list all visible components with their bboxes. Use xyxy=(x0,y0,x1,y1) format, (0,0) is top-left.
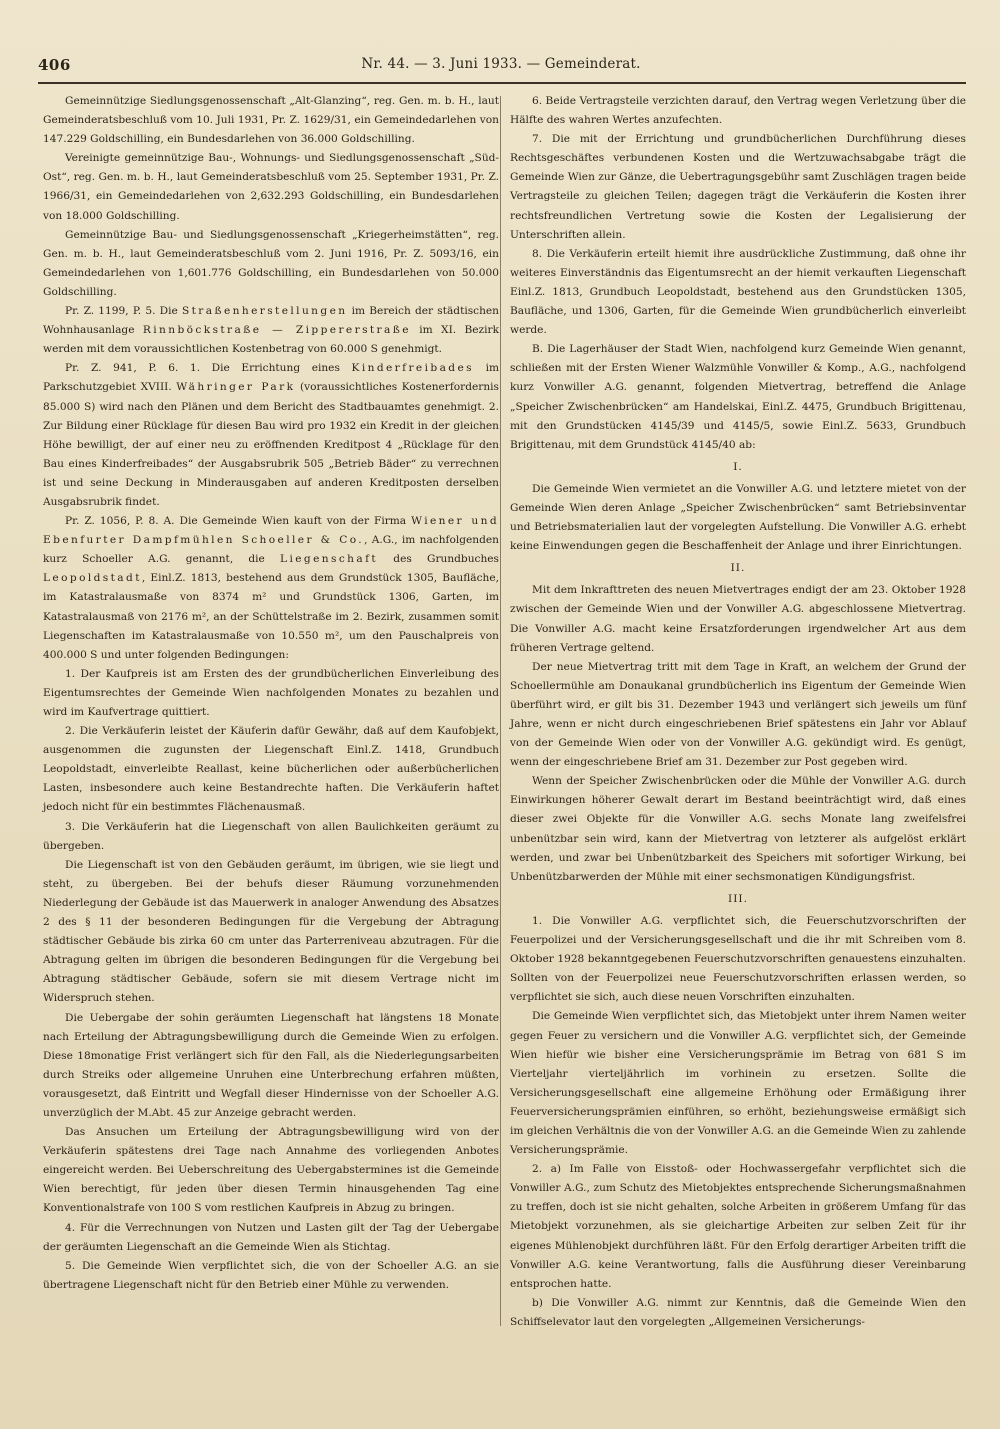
paragraph xyxy=(43,302,499,359)
paragraph: 6. Beide Vertragsteile verzichten darauf, den Vertrag wegen Verletzung über die Hälfte des wahren Wertes anzufechten. xyxy=(510,95,966,127)
paragraph: 5. Die Gemeinde Wien verpflichtet sich, die von der Schoeller A.G. an sie übertragene Liegenschaft nicht für den Betrieb einer Mühle zu verwenden. xyxy=(43,1259,499,1291)
paragraph: Die Gemeinde Wien vermietet an die Vonwiller A.G. und letztere mietet von der Gemeinde Wien deren Anlage „Speicher Zwischenbrücken“ samt Betriebsinventar und Betriebsmaterialien laut der vorgelegten Aufstellung. Die Vonwiller A.G. erhebt keine Einwendungen gegen die Beschaffenheit der Anlage und ihrer Einrichtungen. xyxy=(510,482,966,553)
paragraph: Mit dem Inkrafttreten des neuen Mietvertrages endigt der am 23. Oktober 1928 zwischen der Gemeinde Wien und der Vonwiller A.G. abgeschlossene Mietvertrag. Die Vonwiller A.G. macht keine Ersatzforderungen irgendwelcher Art aus dem früheren Vertrage geltend. xyxy=(510,584,966,654)
section-heading: III. xyxy=(728,892,748,905)
paragraph: 1. Die Vonwiller A.G. verpflichtet sich, die Feuerschutzvorschriften der Feuerpolizei und der Versicherungsgesellschaft und die ihr mit Schreiben vom 8. Oktober 1928 bekanntgegebenen Feuerschutzvorschriften genauestens einzuhalten. Sollten von der Feuerpolizei neue Feuerschutzvorschriften erlassen werden, so verpflichtet sie sich, auch diese neuen Vorschriften einzuhalten. xyxy=(510,914,966,1004)
text-run: im Bereich der städtischen Wohnhausanlage xyxy=(43,305,500,337)
spaced-emphasis: Kinderfreibades xyxy=(351,362,474,375)
spaced-emphasis: Währinger Park xyxy=(176,381,296,394)
right-column xyxy=(510,92,966,1332)
paragraph: Die Uebergabe der sohin geräumten Liegenschaft hat längstens 18 Monate nach Erteilung der Abtragungsbewilligung durch die Gemeinde Wien zu erfolgen. Diese 18monatige Frist verlängert sich für den Fall, als die Niederlegungsarbeiten durch Streiks oder allgemeine Unruhen eine Unterbrechung erfahren müßten, vorausgesetzt, daß Eintritt und Wegfall dieser Hindernisse von der Schoeller A.G. unverzüglich der M.Abt. 45 zur Anzeige gebracht werden. xyxy=(43,1011,499,1119)
page-header xyxy=(38,52,964,80)
section-heading: II. xyxy=(730,562,746,575)
paragraph: Die Gemeinde Wien verpflichtet sich, das Mietobjekt unter ihrem Namen weiter gegen Feuer zu versichern und die Vonwiller A.G. verpflichtet sich, der Gemeinde Wien hiefür wie bisher eine Versicherungsprämie im Betrag von 681 S im Vierteljahr vierteljährlich im vorhinein zu ersetzen. Sollte die Versicherungsgesellschaft eine allgemeine Erhöhung oder Ermäßigung ihrer Feuerversicherungsprämien einführen, so erhöht, beziehungsweise ermäßigt sich im gleichen Verhältnis die von der Vonwiller A.G. an die Gemeinde Wien zu zahlende Versicherungsprämie. xyxy=(510,1010,966,1157)
text-run: Pr. Z. 941, P. 6. 1. Die Errichtung eines xyxy=(65,362,352,375)
paragraph: Vereinigte gemeinnützige Bau-, Wohnungs- und Siedlungsgenossenschaft „Süd-Ost“, reg. Gen. m. b. H., laut Gemeinderatsbeschluß vom 25. September 1931, Pr. Z. 1966/31, ein Gemeindedarlehen von 2,632.293 Goldschilling, ein Bundesdarlehen von 18.000 Goldschilling. xyxy=(43,152,499,222)
left-column xyxy=(43,92,499,1295)
paragraph: Gemeinnützige Siedlungsgenossenschaft „Alt-Glanzing“, reg. Gen. m. b. H., laut Gemeinderatsbeschluß vom 10. Juli 1931, Pr. Z. 1629/31, ein Gemeindedarlehen von 147.229 Goldschilling, ein Bundesdarlehen von 36.000 Goldschilling. xyxy=(43,95,499,146)
header-rule xyxy=(38,82,966,84)
text-run: , Einl.Z. 1813, bestehend aus dem Grundstück 1305, Baufläche, im Katastralausmaße von 8374 m² und Grundstück 1306, Garten, im Katastralausmaß von 2176 m², an der Schüttelstraße im 2. Bezirk, zusammen somit Liegenschaften im Katastralausmaße von 10.550 m², um den Pauschalpreis von 400.000 S und unter folgenden Bedingungen: xyxy=(43,572,499,661)
text-run: , A.G., im nachfolgenden kurz Schoeller A.G. genannt, die xyxy=(43,534,499,566)
paragraph: 4. Für die Verrechnungen von Nutzen und Lasten gilt der Tag der Uebergabe der geräumten Liegenschaft an die Gemeinde Wien als Stichtag. xyxy=(43,1221,499,1253)
paragraph: 3. Die Verkäuferin hat die Liegenschaft von allen Baulichkeiten geräumt zu übergeben. xyxy=(43,820,499,852)
column-divider xyxy=(500,96,501,1326)
paragraph: Gemeinnützige Bau- und Siedlungsgenossenschaft „Kriegerheimstätten“, reg. Gen. m. b. H., laut Gemeinderatsbeschluß vom 2. Juni 1916, Pr. Z. 5093/16, ein Gemeindedarlehen von 1,601.776 Goldschilling, ein Bundesdarlehen von 50.000 Goldschilling. xyxy=(43,228,499,298)
paragraph: 7. Die mit der Errichtung und grundbücherlichen Durchführung dieses Rechtsgeschäftes verbundenen Kosten und die Wertzuwachsabgabe trägt die Gemeinde Wien zur Gänze, die Uebertragungsgebühr samt Zuschlägen tragen beide Vertragsteile zu gleichen Teilen; dagegen trägt die Verkäuferin die Kosten ihrer rechtsfreundlichen Vertretung sowie die Kosten der Legalisierung der Unterschriften allein. xyxy=(510,133,966,241)
paragraph: 1. Der Kaufpreis ist am Ersten des der grundbücherlichen Einverleibung des Eigentumsrechtes der Gemeinde Wien nachfolgenden Monates zu bezahlen und wird im Kaufvertrage quittiert. xyxy=(43,667,499,718)
spaced-emphasis: Straßenherstellungen xyxy=(181,305,348,318)
paragraph: 2. Die Verkäuferin leistet der Käuferin dafür Gewähr, daß auf dem Kaufobjekt, ausgenommen die zugunsten der Liegenschaft Einl.Z. 1418, Grundbuch Leopoldstadt, einverleibte Reallast, keine bücherlichen oder außerbücherlichen Lasten, insbesondere auch keine Bestandrechte haften. Die Verkäuferin haftet jedoch nicht für ein bestimmtes Flächenausmaß. xyxy=(43,725,499,814)
text-run: Pr. Z. 1199, P. 5. Die xyxy=(65,305,182,318)
paragraph xyxy=(43,359,499,512)
paragraph: Der neue Mietvertrag tritt mit dem Tage in Kraft, an welchem der Grund der Schoellermühle am Donaukanal grundbücherlich ins Eigentum der Gemeinde Wien überführt wird, er gilt bis 31. Dezember 1943 und verlängert sich jeweils um fünf Jahre, wenn er nicht durch eingeschriebenen Brief spätestens ein Jahr vor Ablauf von der Gemeinde Wien oder von der Vonwiller A.G. gekündigt wird. Es genügt, wenn der eingeschriebene Brief am 31. Dezember zur Post gegeben wird. xyxy=(510,660,966,769)
running-head: Nr. 44. — 3. Juni 1933. — Gemeinderat. xyxy=(361,56,641,72)
spaced-emphasis: Rinnböckstraße — Zippererstraße xyxy=(142,324,411,337)
text-run: (voraussichtliches Kostenerfordernis 85.000 S) wird nach den Plänen und dem Bericht des Stadtbauamtes genehmigt. 2. Zur Bildung einer Rücklage für diesen Bau wird pro 1932 ein Kredit in der gleichen Höhe bewilligt, der auf einer neu zu eröffnenden Kreditpost 4 „Rücklage für den Bau eines Kinderfreibades“ der Ausgabsrubrik 505 „Betrieb Bäder“ zu verrechnen ist und seine Deckung in Minderausgaben auf anderen Kreditposten derselben Ausgabsrubrik findet. xyxy=(43,381,499,508)
section-heading: I. xyxy=(733,460,743,473)
spaced-emphasis: Wiener und Ebenfurter Dampfmühlen Schoeller & Co. xyxy=(43,515,499,547)
text-run: des Grundbuches xyxy=(378,553,499,566)
paragraph: Die Liegenschaft ist von den Gebäuden geräumt, im übrigen, wie sie liegt und steht, zu übergeben. Bei der behufs dieser Räumung vorzunehmenden Niederlegung der Gebäude ist das Mauerwerk in analoger Anwendung des Absatzes 2 des § 11 der besonderen Bedingungen für die Vergebung der Abtragung städtischer Gebäude bis zirka 60 cm unter das Parterreniveau abzutragen. Für die Abtragung gelten im übrigen die besonderen Bedingungen für die Vergebung bei Abtragung städtischer Gebäude, sofern sie mit diesem Vertrage nicht im Widerspruch stehen. xyxy=(43,858,499,1005)
text-run: Pr. Z. 1056, P. 8. A. Die Gemeinde Wien kauft von der Firma xyxy=(65,515,412,528)
paragraph: B. Die Lagerhäuser der Stadt Wien, nachfolgend kurz Gemeinde Wien genannt, schließen mit der Ersten Wiener Walzmühle Vonwiller & Komp., A.G., nachfolgend kurz Vonwiller A.G. genannt, folgenden Mietvertrag, betreffend die Anlage „Speicher Zwischenbrücken“ am Handelskai, Einl.Z. 4475, Grundbuch Brigittenau, mit den Grundstücken 4145/39 und 4145/5, sowie Einl.Z. 5633, Grundbuch Brigittenau, mit dem Grundstück 4145/40 ab: xyxy=(510,343,966,451)
page-number: 406 xyxy=(38,56,71,74)
paragraph: Wenn der Speicher Zwischenbrücken oder die Mühle der Vonwiller A.G. durch Einwirkungen höherer Gewalt derart im Bestand beeinträchtigt wird, daß eines dieser zwei Objekte für die Vonwiller A.G. sechs Monate lang zweifelsfrei unbenützbar sein wird, kann der Mietvertrag von letzterer als aufgelöst erklärt werden, und zwar bei Unbenützbarkeit des Speichers mit sofortiger Wirkung, bei Unbenützbarwerden der Mühle mit einer sechsmonatigen Kündigungsfrist. xyxy=(510,775,966,883)
paragraph: 8. Die Verkäuferin erteilt hiemit ihre ausdrückliche Zustimmung, daß ohne ihr weiteres Einverständnis das Eigentumsrecht an der hiemit verkauften Liegenschaft Einl.Z. 1813, Grundbuch Leopoldstadt, bestehend aus den Grundstücken 1305, Baufläche, und 1306, Garten, für die Gemeinde Wien grundbücherlich einverleibt werde. xyxy=(510,247,966,337)
text-run: im Parkschutzgebiet XVIII. xyxy=(43,362,499,394)
spaced-emphasis: Liegenschaft xyxy=(280,553,379,566)
text-run: im XI. Bezirk werden mit dem voraussichtlichen Kostenbetrag von 60.000 S genehmigt. xyxy=(43,324,499,356)
paragraph: Das Ansuchen um Erteilung der Abtragungsbewilligung wird von der Verkäuferin spätestens drei Tage nach Annahme des vorliegenden Anbotes eingereicht werden. Bei Ueberschreitung des Uebergabstermines ist die Gemeinde Wien berechtigt, für jeden über diesen Termin hinausgehenden Tag eine Konventionalstrafe von 100 S vom restlichen Kaufpreis in Abzug zu bringen. xyxy=(43,1126,499,1215)
paragraph: b) Die Vonwiller A.G. nimmt zur Kenntnis, daß die Gemeinde Wien den Schiffselevator laut den vorgelegten „Allgemeinen Versicherungs- xyxy=(510,1296,966,1328)
paragraph xyxy=(43,512,499,665)
paragraph: 2. a) Im Falle von Eisstoß- oder Hochwassergefahr verpflichtet sich die Vonwiller A.G., zum Schutz des Mietobjektes entsprechende Sicherungsmaßnahmen zu treffen, doch ist sie nicht gehalten, solche Arbeiten in größerem Umfang für das Mietobjekt vorzunehmen, als sie gleichartige Arbeiten zur selben Zeit für ihr eigenes Mühlenobjekt durchführen läßt. Für den Erfolg derartiger Arbeiten trifft die Vonwiller A.G. keine Verantwortung, falls die Ausführung dieser Vereinbarung entsprochen hatte. xyxy=(510,1163,966,1290)
spaced-emphasis: Leopoldstadt xyxy=(43,572,142,585)
